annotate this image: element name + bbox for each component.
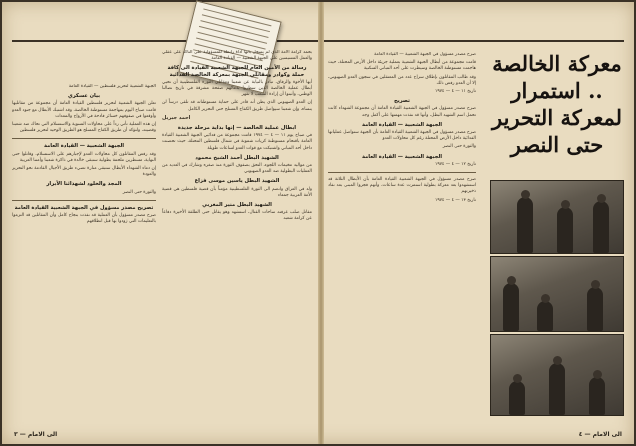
section-heading: الشهيد البطل ياسين موسى فزاع — [194, 178, 280, 185]
headline: معركة الخالصة .. استمرار لمعركة التحرير حتى النصر — [492, 51, 622, 157]
section-heading: المجد والخلود لشهدائنا الأبرار — [46, 181, 122, 188]
section-heading: الشهيد البطل منير المغربي — [202, 202, 272, 209]
paragraph: تاريخ ١٢ — ٤ — ١٩٧٤ — [434, 161, 476, 167]
paragraph: الجبهة الشعبية لتحرير فلسطين — القيادة العامة — [68, 84, 156, 89]
signature: احمد جبريل — [162, 114, 191, 121]
paragraph: في صباح يوم ١١ — ٤ — ١٩٧٤ قامت مجموعة من فدائيي الجبهة الشعبية القيادة العامة باقتحام مستوطنة كريات شمونة في شمال فلسطين المحتلة، حيث تحصنت داخل أحد المباني واشتبكت مع قوات العدو لساعات طويلة — [162, 133, 312, 151]
section-heading: بيان عسكري — [67, 93, 101, 100]
divider — [12, 200, 156, 201]
paragraph: والثورة حتى النصر — [122, 189, 156, 195]
paragraph: قامت مجموعة من أبطال الجبهة الشعبية بعملية جريئة داخل الأرض المحتلة، حيث هاجمت مستوطنة الخالصة وسيطرت على أحد المباني السكنية — [328, 60, 476, 72]
text-column-2 — [12, 84, 156, 422]
section-heading: الجبهة الشعبية — القيادة العامة — [43, 143, 125, 150]
paragraph: والثورة حتى النصر — [442, 144, 476, 150]
paragraph: صرح مصدر مسؤول في الجبهة الشعبية القيادة العامة بأن الأبطال الثلاثة قد استشهدوا بعد معركة بطولية استمرت عدة ساعات، وأنهم فجروا المبنى بعد نفاد ذخيرتهم — [328, 177, 476, 195]
paragraph: تاريخ ١٣ — ٤ — ١٩٧٤ — [434, 197, 476, 203]
fighters-photo-1 — [490, 180, 624, 254]
section-heading: الجبهة الشعبية — القيادة العامة — [361, 121, 443, 128]
right-page — [324, 2, 634, 444]
section-heading: رسالة من الأمين العام للجبهة الشعبية القيادة الى كافة حملة وكوادر ومقاتلي الجبهة بمعركة الخالصة الفدائية — [167, 65, 307, 78]
paragraph: وقد رفض المقاتلون كل محاولات العدو لإجبارهم على الاستسلام، وقاتلوا حتى النهاية، مسطرين ملحمة بطولية ستبقى خالدة في ذاكرة شعبنا وأمتنا العربية — [12, 151, 156, 163]
section-heading: الشهيد البطل أحمد الشيخ محمود — [195, 154, 279, 161]
section-heading: تصريح — [394, 98, 410, 105]
paragraph: صرح مصدر مسؤول بأن العملية قد نفذت بنجاح كامل وأن المقاتلين قد التزموا بالتعليمات التي زودوا بها قبل انطلاقهم — [12, 213, 156, 225]
fighters-photo-2 — [490, 256, 624, 332]
paragraph: مقاتل صلب عرفته ساحات القتال، استشهد وهو يقاتل حتى الطلقة الأخيرة دفاعاً عن كرامة شعبه — [162, 210, 312, 222]
paragraph: إن دماء الشهداء الأبطال ستبقى منارة تضيء طريق الأجيال القادمة نحو التحرير والعودة — [12, 166, 156, 178]
paragraph: ولد في العراق وانضم الى الثورة الفلسطينية مؤمناً بأن قضية فلسطين هي قضية الأمة العربية جمعاء — [162, 186, 312, 198]
fighters-photo-3 — [490, 334, 624, 416]
paragraph: من مواليد مخيمات اللجوء، التحق بصفوف الثورة منذ صغره وشارك في العديد من العمليات البطولية ضد العدو الصهيوني — [162, 163, 312, 175]
paragraph: صرح مصدر مسؤول في الجبهة الشعبية — القيادة العامة — [374, 52, 476, 57]
left-page — [2, 2, 318, 444]
page-footer-left: الى الامام — ٣ — [14, 431, 58, 438]
paragraph: إن العدو الصهيوني الذي يظن أنه قادر على حماية مستوطناته قد تلقى درساً لن ينساه، وإن شعبنا سيواصل طريق الكفاح المسلح حتى التحرير الكامل — [162, 100, 312, 112]
paragraph: بحمد كرامة الأمة الذي لم يسجل بأنها أداة رابطة للمسؤولية على التأكد على عقلي والعمل المسيسين على الجبهة الشعبية — القيادة العامة — [162, 50, 312, 62]
paragraph: إن هذه العملية تأتي رداً على محاولات التسوية والاستسلام التي تحاك ضد شعبنا وقضيته، ولتؤكد أن طريق الكفاح المسلح هو الطريق الوحيد لتحرير فلسطين — [12, 122, 156, 134]
divider — [328, 172, 476, 173]
paragraph: تاريخ ١١ — ٤ — ١٩٧٤ — [434, 89, 476, 95]
paragraph: صرح مصدر مسؤول في الجبهة الشعبية القيادة العامة أن مجموعة الشهداء كانت تحمل اسم الشهيد البطل، وأنها قد نفذت مهمتها على أكمل وجه — [328, 106, 476, 118]
section-heading: الجبهة الشعبية — القيادة العامة — [361, 153, 443, 160]
paragraph: أيها الأخوة والرفاق، تبادر بالنيابة عن شعبنا ومقاتلي الثورة الفلسطينية أن نحيي أبطال عملية الخالصة الذين سطروا بدمائهم صفحة مشرقة في تاريخ نضالنا الوطني، وأثبتوا أن إرادة الشعب لا تقهر — [162, 79, 312, 98]
paragraph: صرح مصدر مسؤول في الجبهة الشعبية القيادة العامة بأن الجبهة ستواصل عملياتها الفدائية داخل الأرض المحتلة رغم كل محاولات العدو — [328, 130, 476, 142]
magazine-spread — [2, 2, 634, 444]
divider — [12, 138, 156, 139]
paragraph: وقد طالب المقاتلون بإطلاق سراح عدد من المعتقلين في سجون العدو الصهيوني، إلا أن العدو رفض ذلك — [328, 74, 476, 86]
section-heading: تصريح مصدر مسؤول في الجبهة الشعبية القيادة العامة — [14, 204, 154, 211]
text-column-3 — [328, 52, 476, 422]
text-column-1 — [162, 50, 312, 422]
page-footer-right: الى الامام — ٤ — [578, 431, 622, 438]
paragraph: تعلن الجبهة الشعبية لتحرير فلسطين القيادة العامة أن مجموعة من مقاتليها قامت صباح اليوم بمهاجمة مستوطنة الخالصة، وقد اشتبك الأبطال مع جنود العدو وأوقعوا في صفوفهم خسائر فادحة في الأرواح والمعدات — [12, 101, 156, 119]
section-heading: ابطال عملية الخالصة — إنها بداية مرحلة جديدة — [177, 125, 297, 132]
